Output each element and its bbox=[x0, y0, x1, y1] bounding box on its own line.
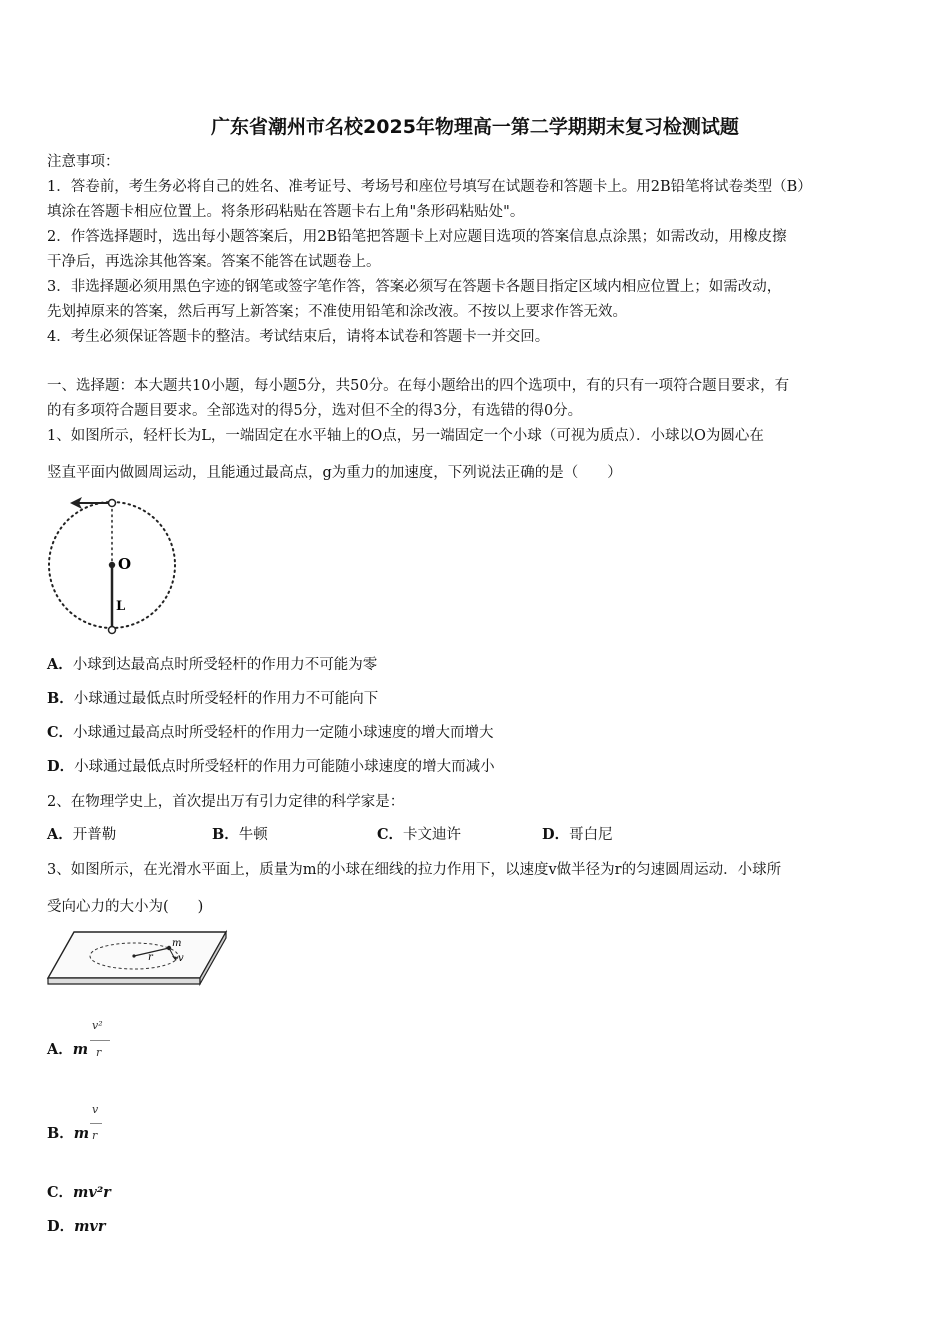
q3-stem: 受向心力的大小为( ) bbox=[47, 899, 204, 915]
q2-option-b bbox=[212, 825, 268, 845]
center-label: O bbox=[118, 555, 132, 573]
option-text: 小球到达最高点时所受轻杆的作用力不可能为零 bbox=[72, 657, 378, 673]
option-prefix: m bbox=[72, 1041, 89, 1058]
rod-label: L bbox=[116, 599, 126, 614]
q3-figure-plane bbox=[44, 928, 230, 990]
option-text: mv²r bbox=[73, 1184, 111, 1201]
center-point bbox=[132, 954, 135, 957]
option-label: D． bbox=[542, 826, 570, 843]
notes-line: 填涂在答题卡相应位置上。将条形码粘贴在答题卡右上角"条形码粘贴处"。 bbox=[47, 204, 525, 220]
fraction-denominator: r bbox=[96, 1046, 102, 1059]
section-intro: 一、选择题：本大题共10小题，每小题5分，共50分。在每小题给出的四个选项中，有的只有一项符合题目要求，有 bbox=[47, 378, 790, 394]
q1-option-d bbox=[47, 757, 495, 777]
page-title: 广东省潮州市名校2025年物理高一第二学期期末复习检测试题 bbox=[211, 116, 739, 138]
q1-option-c bbox=[47, 723, 494, 743]
option-text: mvr bbox=[74, 1218, 106, 1235]
fraction-numerator: v bbox=[92, 1103, 99, 1116]
notes-heading: 注意事项： bbox=[47, 154, 120, 170]
option-label: B． bbox=[212, 826, 239, 843]
notes-line: 3．非选择题必须用黑色字迹的钢笔或签字笔作答，答案必须写在答题卡各题目指定区域内相应位置上；如需改动， bbox=[47, 279, 782, 295]
option-text: 哥白尼 bbox=[569, 827, 613, 843]
option-label: C． bbox=[47, 724, 74, 741]
velocity-label: v bbox=[178, 953, 184, 964]
q3-option-b bbox=[47, 1124, 89, 1144]
radius-label: r bbox=[148, 952, 153, 963]
option-label: A． bbox=[47, 656, 73, 673]
option-text: 小球通过最低点时所受轻杆的作用力可能随小球速度的增大而减小 bbox=[74, 759, 495, 775]
option-label: C． bbox=[377, 826, 404, 843]
option-text: 小球通过最高点时所受轻杆的作用力一定随小球速度的增大而增大 bbox=[73, 725, 494, 741]
q2-stem: 2、在物理学史上，首次提出万有引力定律的科学家是： bbox=[47, 794, 405, 810]
option-label: D． bbox=[47, 1218, 75, 1235]
q1-option-a bbox=[47, 655, 377, 675]
q3-option-d bbox=[47, 1217, 106, 1237]
q1-figure-circle bbox=[40, 492, 190, 642]
plane-front-edge bbox=[48, 978, 200, 984]
q2-option-c bbox=[377, 825, 461, 845]
option-text: 小球通过最低点时所受轻杆的作用力不可能向下 bbox=[73, 691, 379, 707]
q2-option-a bbox=[47, 825, 116, 845]
q3-option-a bbox=[47, 1040, 88, 1060]
center-point bbox=[109, 562, 115, 568]
option-label: D． bbox=[47, 758, 75, 775]
bottom-ball bbox=[109, 627, 116, 634]
option-label: A． bbox=[47, 1041, 73, 1058]
option-text: 卡文迪许 bbox=[403, 827, 462, 843]
q1-stem: 竖直平面内做圆周运动，且能通过最高点，g为重力的加速度，下列说法正确的是（ ） bbox=[47, 465, 622, 481]
option-label: B． bbox=[47, 1125, 74, 1142]
notes-line: 4．考生必须保证答题卡的整洁。考试结束后，请将本试卷和答题卡一并交回。 bbox=[47, 329, 550, 345]
option-label: B． bbox=[47, 690, 74, 707]
fraction-bar bbox=[90, 1040, 110, 1041]
fraction-bar bbox=[90, 1123, 102, 1124]
fraction-numerator: v² bbox=[92, 1019, 103, 1032]
option-text: 牛顿 bbox=[238, 827, 268, 843]
q3-stem: 3、如图所示，在光滑水平面上，质量为m的小球在细线的拉力作用下，以速度v做半径为r的匀速圆周运动．小球所 bbox=[47, 862, 782, 878]
fraction-denominator: r bbox=[92, 1129, 98, 1142]
q1-stem: 1、如图所示，轻杆长为L，一端固定在水平轴上的O点，另一端固定一个小球（可视为质点）．小球以O为圆心在 bbox=[47, 428, 764, 444]
option-prefix: m bbox=[73, 1125, 90, 1142]
option-text: 开普勒 bbox=[72, 827, 117, 843]
notes-line: 1．答卷前，考生务必将自己的姓名、准考证号、考场号和座位号填写在试题卷和答题卡上。用2B铅笔将试卷类型（B） bbox=[47, 179, 812, 195]
option-label: C． bbox=[47, 1184, 74, 1201]
q2-option-d bbox=[542, 825, 613, 845]
mass-label: m bbox=[172, 938, 182, 949]
notes-line: 干净后，再选涂其他答案。答案不能答在试题卷上。 bbox=[47, 254, 381, 270]
notes-line: 2．作答选择题时，选出每小题答案后，用2B铅笔把答题卡上对应题目选项的答案信息点涂黑；如需改动，用橡皮擦 bbox=[47, 229, 787, 245]
q3-option-c bbox=[47, 1183, 111, 1203]
section-intro: 的有多项符合题目要求。全部选对的得5分，选对但不全的得3分，有选错的得0分。 bbox=[47, 403, 583, 419]
top-ball bbox=[109, 500, 116, 507]
q1-option-b bbox=[47, 689, 378, 709]
option-label: A． bbox=[47, 826, 73, 843]
notes-line: 先划掉原来的答案，然后再写上新答案；不准使用铅笔和涂改液。不按以上要求作答无效。 bbox=[47, 304, 627, 320]
